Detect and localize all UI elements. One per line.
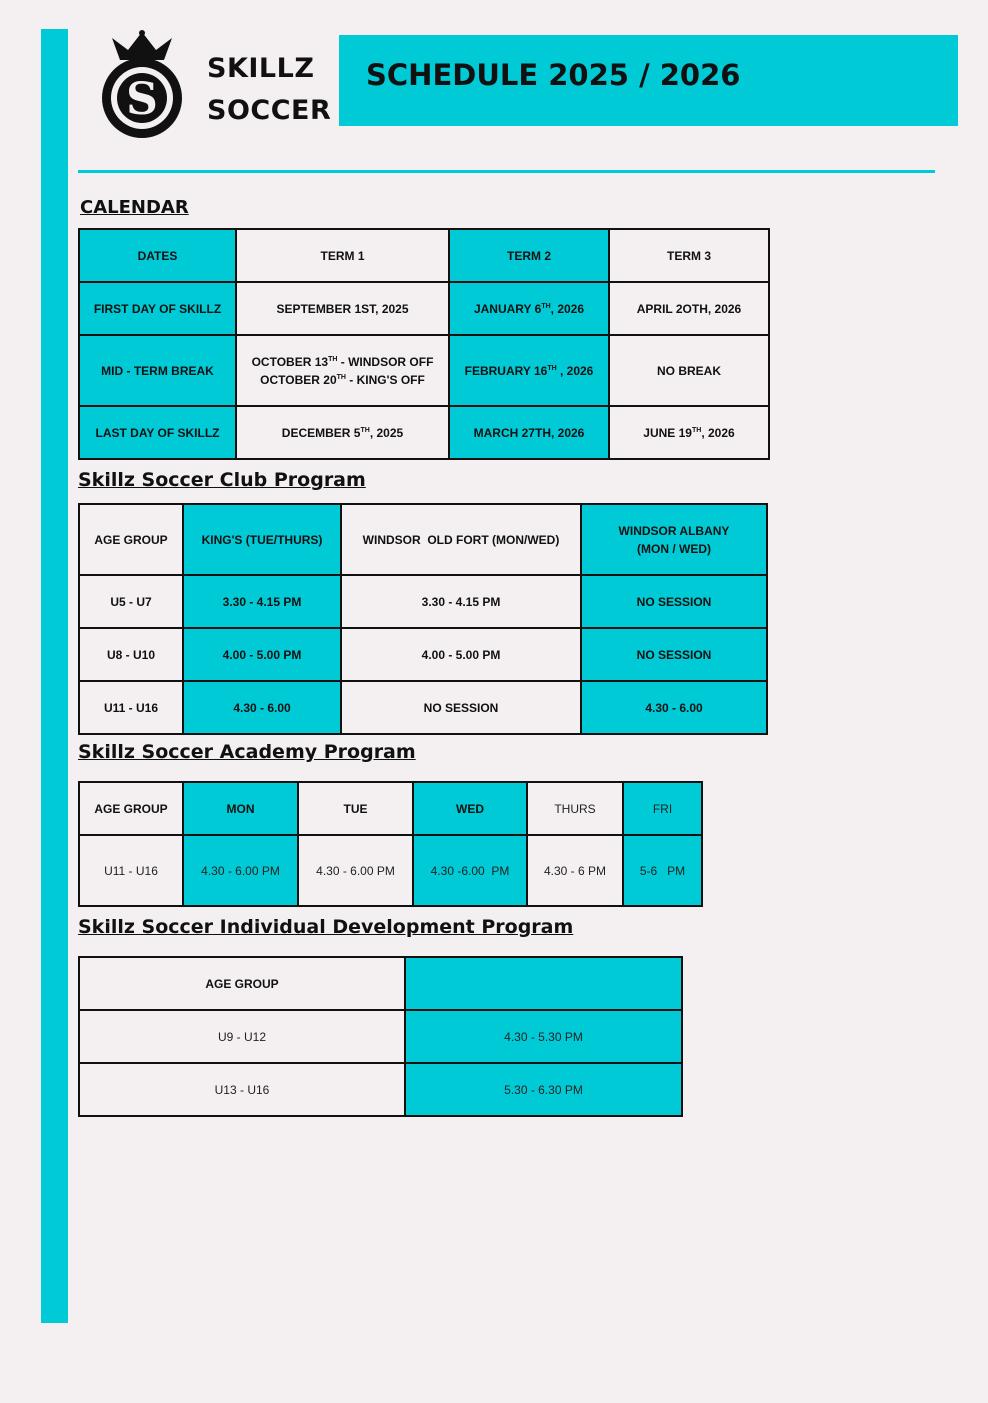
brand-name	[207, 48, 331, 132]
term3-cell: APRIL 2OTH, 2026	[609, 282, 769, 335]
individual-program-table	[78, 956, 683, 1117]
calendar-row-first-day	[79, 282, 769, 335]
academy-header-age: AGE GROUP	[79, 782, 183, 835]
age-cell: U13 - U16	[79, 1063, 405, 1116]
individual-header-age: AGE GROUP	[79, 957, 405, 1010]
kings-cell: 3.30 - 4.15 PM	[183, 575, 341, 628]
individual-program-heading: Skillz Soccer Individual Development Program	[78, 916, 574, 938]
svg-text:S: S	[126, 74, 158, 125]
kings-cell: 4.00 - 5.00 PM	[183, 628, 341, 681]
crown-s-logo-icon	[98, 30, 186, 142]
calendar-row-last-day	[79, 406, 769, 459]
table-row	[79, 835, 702, 906]
brand-line-2: SOCCER	[207, 95, 332, 126]
term2-cell: JANUARY 6TH, 2026	[449, 282, 609, 335]
title-banner	[339, 35, 958, 126]
brand-line-1: SKILLZ	[207, 53, 315, 84]
academy-header-fri: FRI	[623, 782, 702, 835]
academy-header-row	[79, 782, 702, 835]
row-label: LAST DAY OF SKILLZ	[79, 406, 236, 459]
academy-header-wed: WED	[413, 782, 527, 835]
individual-header-row	[79, 957, 682, 1010]
club-program-table	[78, 503, 768, 735]
windsor-albany-cell: NO SESSION	[581, 628, 767, 681]
time-cell: 5.30 - 6.30 PM	[405, 1063, 682, 1116]
time-cell: 4.30 - 5.30 PM	[405, 1010, 682, 1063]
club-header-kings: KING'S (TUE/THURS)	[183, 504, 341, 575]
academy-header-tue: TUE	[298, 782, 413, 835]
calendar-header-dates: DATES	[79, 229, 236, 282]
club-header-row	[79, 504, 767, 575]
term1-cell: OCTOBER 13TH - WINDSOR OFF OCTOBER 20TH - KING'S OFF	[236, 335, 449, 406]
windsor-old-fort-cell: 3.30 - 4.15 PM	[341, 575, 581, 628]
header-divider	[78, 170, 935, 173]
windsor-albany-cell: 4.30 - 6.00	[581, 681, 767, 734]
academy-header-mon: MON	[183, 782, 298, 835]
row-label: FIRST DAY OF SKILLZ	[79, 282, 236, 335]
calendar-row-mid-term	[79, 335, 769, 406]
age-cell: U11 - U16	[79, 681, 183, 734]
age-cell: U11 - U16	[79, 835, 183, 906]
academy-program-heading: Skillz Soccer Academy Program	[78, 741, 416, 763]
club-header-windsor-old-fort: WINDSOR OLD FORT (MON/WED)	[341, 504, 581, 575]
thurs-cell: 4.30 - 6 PM	[527, 835, 623, 906]
academy-header-thurs: THURS	[527, 782, 623, 835]
kings-cell: 4.30 - 6.00	[183, 681, 341, 734]
calendar-heading: CALENDAR	[80, 197, 189, 218]
calendar-header-term2: TERM 2	[449, 229, 609, 282]
accent-side-bar	[41, 29, 68, 1323]
row-label: MID - TERM BREAK	[79, 335, 236, 406]
windsor-albany-cell: NO SESSION	[581, 575, 767, 628]
calendar-table	[78, 228, 770, 460]
calendar-header-row	[79, 229, 769, 282]
term1-cell: SEPTEMBER 1ST, 2025	[236, 282, 449, 335]
academy-program-table	[78, 781, 703, 907]
table-row	[79, 1063, 682, 1116]
club-header-windsor-albany: WINDSOR ALBANY (MON / WED)	[581, 504, 767, 575]
wed-cell: 4.30 -6.00 PM	[413, 835, 527, 906]
term1-cell: DECEMBER 5TH, 2025	[236, 406, 449, 459]
fri-cell: 5-6 PM	[623, 835, 702, 906]
individual-header-time	[405, 957, 682, 1010]
table-row	[79, 575, 767, 628]
windsor-old-fort-cell: NO SESSION	[341, 681, 581, 734]
age-cell: U9 - U12	[79, 1010, 405, 1063]
club-header-age: AGE GROUP	[79, 504, 183, 575]
table-row	[79, 1010, 682, 1063]
calendar-header-term1: TERM 1	[236, 229, 449, 282]
term3-cell: NO BREAK	[609, 335, 769, 406]
term2-cell: MARCH 27TH, 2026	[449, 406, 609, 459]
skillz-logo	[98, 30, 186, 142]
term2-cell: FEBRUARY 16TH , 2026	[449, 335, 609, 406]
table-row	[79, 681, 767, 734]
table-row	[79, 628, 767, 681]
term3-cell: JUNE 19TH, 2026	[609, 406, 769, 459]
mon-cell: 4.30 - 6.00 PM	[183, 835, 298, 906]
calendar-header-term3: TERM 3	[609, 229, 769, 282]
windsor-old-fort-cell: 4.00 - 5.00 PM	[341, 628, 581, 681]
tue-cell: 4.30 - 6.00 PM	[298, 835, 413, 906]
age-cell: U8 - U10	[79, 628, 183, 681]
age-cell: U5 - U7	[79, 575, 183, 628]
club-program-heading: Skillz Soccer Club Program	[78, 469, 366, 491]
page-title: SCHEDULE 2025 / 2026	[366, 58, 741, 92]
